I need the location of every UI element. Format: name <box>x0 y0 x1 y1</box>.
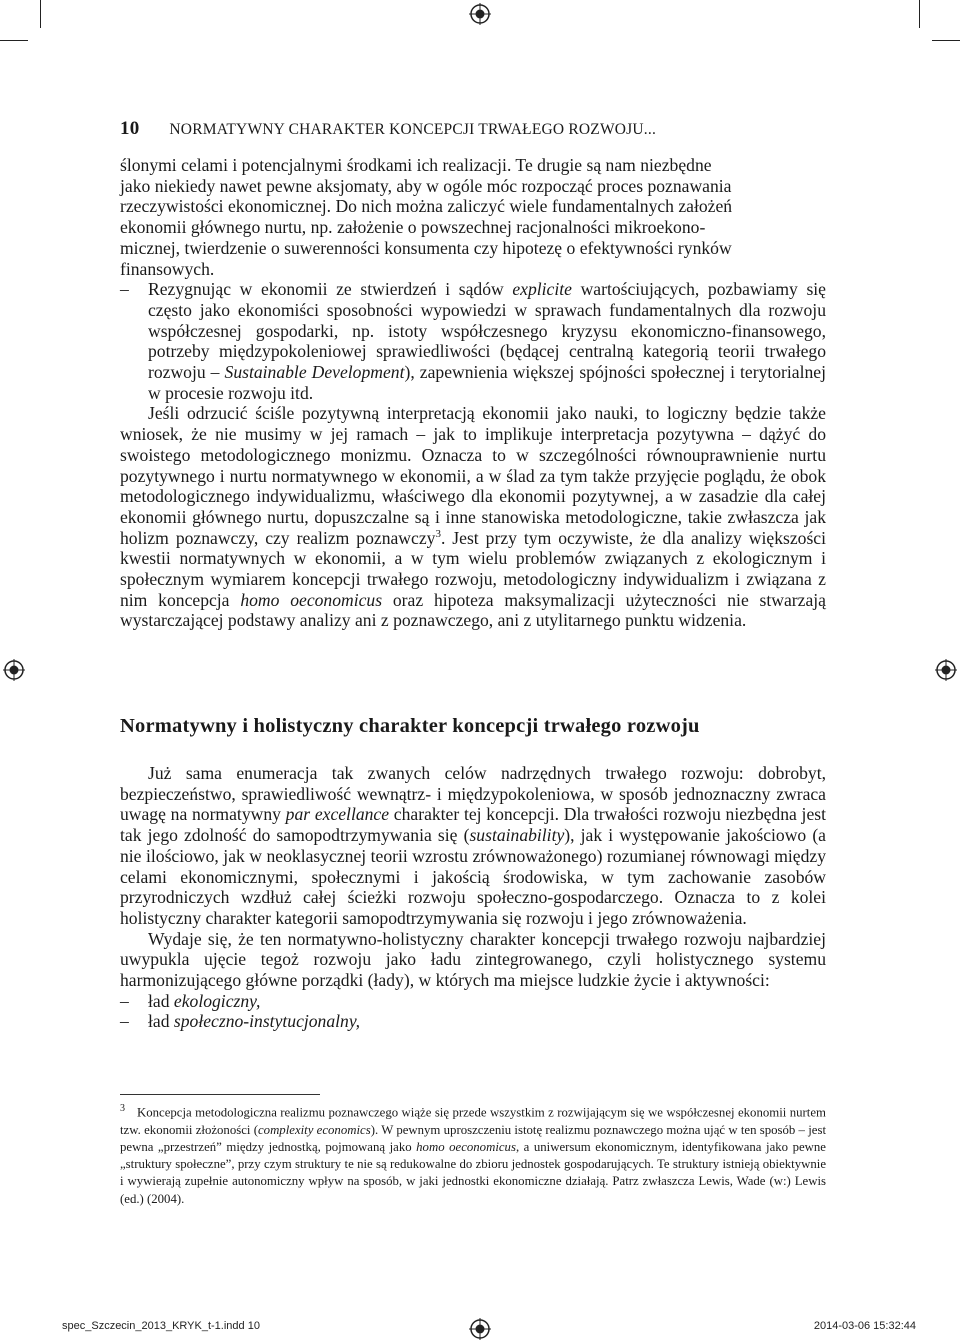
slug-filename: spec_Szczecin_2013_KRYK_t-1.indd 10 <box>62 1320 260 1332</box>
paragraph: Jeśli odrzucić ściśle pozytywną interpretacją ekonomii jako nauki, to logiczny będzie także wniosek, że nie musimy w jej ramach – jak to implikuje interpretacja pozytywna – dążyć do swoistego metodologicznego monizmu. Oznacza to w szczególności równouprawnienie nurtu pozytywnego i nurtu normatywnego w ekonomii, a w ślad za tym także przyjęcie poglądu, że obok metodologicznego indywidualizmu, właściwego dla ekonomii pozytywnej, a w zasadzie dla całej ekonomii głównego nurtu, dopuszczalne są i inne stanowiska metodologiczne, takie zwłaszcza jak holizm poznawczy, czy realizm poznawczy$^3$. Jest przy tym oczywiste, że dla analizy większości kwestii normatywnych w ekonomii, a w tym wielu problemów związanych z ekologicznym i społecznym wymiarem koncepcji trwałego rozwoju, metodologiczny indywidualizm i związana z nim koncepcja homo oeconomicus oraz hipoteza maksymalizacji użyteczności nie stwarzają wystarczającej podstawy analizy ani z poznawczego, ani z utylitarnego punktu widzenia. <box>120 403 826 631</box>
list-item-dash: – Rezygnując w ekonomii ze stwierdzeń i sądów explicite wartościujących, pozbawiamy się często jako ekonomiści sposobności wypowiedzi w sprawach fundamentalnych dla rozwoju współczesnej gospodarki, np. istoty współczesnego kryzysu ekonomiczno-finansowego, potrzeby międzypokoleniowej sprawiedliwości (będącej centralną kategorią teorii trwałego rozwoju – Sustainable Development), zapewnienia większej spójności społecznej i terytorialnej w procesie rozwoju itd. <box>120 279 826 403</box>
dash-bullet: – <box>120 1011 129 1032</box>
list-item-dash: – ład społeczno-instytucjonalny, <box>120 1011 361 1032</box>
running-header <box>120 118 840 140</box>
crop-mark-top-left-v <box>40 0 41 28</box>
body-text-top <box>120 155 826 631</box>
running-title: NORMATYWNY CHARAKTER KONCEPCJI TRWAŁEGO ROZWOJU... <box>169 121 657 138</box>
section-heading: Normatywny i holistyczny charakter koncepcji trwałego rozwoju <box>120 715 700 737</box>
slug-timestamp: 2014-03-06 15:32:44 <box>813 1320 916 1332</box>
registration-mark-icon <box>935 659 957 681</box>
crop-mark-top-right-v <box>919 0 920 28</box>
page-number: 10 <box>120 118 140 139</box>
registration-mark-icon <box>469 3 491 25</box>
footnote-separator <box>120 1094 320 1095</box>
paragraph-continued: ślonymi celami i potencjalnymi środkami ich realizacji. Te drugie są nam niezbędne jako niekiedy nawet pewne aksjomaty, aby w ogóle móc rozpocząć proces poznawania rzeczywistości ekonomicznej. Do nich można zaliczyć wiele fundamentalnych założeń ekonomii głównego nurtu, np. założenie o powszechnej racjonalności mikroekono- micznej, twierdzenie o suwerenności konsumenta czy hipotezę o efektywności rynków finansowych. <box>120 155 733 279</box>
registration-mark-icon <box>469 1318 491 1340</box>
footnote-mark: 3 <box>120 1103 125 1114</box>
dash-bullet: – <box>120 990 129 1011</box>
dash-bullet: – <box>120 279 129 300</box>
list-item-dash: – ład ekologiczny, <box>120 990 261 1011</box>
footnote-ref[interactable]: 3 <box>435 527 441 540</box>
paragraph: Wydaje się, że ten normatywno-holistyczny charakter koncepcji trwałego rozwoju najbardziej uwypukla ujęcie tegoż rozwoju jako ładu zintegrowanego, czyli holistycznego systemu harmonizującego główne porządki (łady), w których ma miejsce ludzkie życie i aktywności: <box>120 928 826 991</box>
footnote: $^3$ Koncepcja metodologiczna realizmu poznawczego wiąże się przede wszystkim z rozwijającym się we współczesnej ekonomii nurtem tzw. ekonomii złożoności (complexity economics). W pewnym uproszczeniu istotę realizmu poznawczego można ująć w ten sposób – jest pewna „przestrzeń” między jednostką, pojmowaną jako homo oeconomicus, a uniwersum ekonomicznym, identyfikowana jako pewne „struktury społeczne”, przy czym struktury te nie są redukowalne do zbioru jednostek gospodarujących. Te struktury istnieją obiektywnie i wywierają zupełnie autonomiczny wpływ na sposób, w jaki jednostki ekonomiczne działają. Patrz zwłaszcza Lewis, Wade (w:) Lewis (ed.) (2004). <box>120 1103 827 1206</box>
paragraph: Już sama enumeracja tak zwanych celów nadrzędnych trwałego rozwoju: dobrobyt, bezpieczeństwo, sprawiedliwość wewnątrz- i międzypokoleniowa, w sposób jednoznaczny zwraca uwagę na normatywny par excellance charakter tej koncepcji. Dla trwałości rozwoju niezbędna jest tak jego zdolność do samopodtrzymywania się (sustainability), jak i występowanie jakościowo (a nie ilościowo, jak w neoklasycznej teorii wzrostu zrównoważonego) rozumianej równowagi między celami ekonomicznymi, społecznymi i jakością środowiska, w tym zachowanie zasobów przyrodniczych wzdłuż całej ścieżki rozwoju społeczno-gospodarczego. Oznacza to z kolei holistyczny charakter kategorii samopodtrzymywania się rozwoju i jego zrównoważenia. <box>120 763 826 928</box>
crop-mark-top-right-h <box>932 40 960 41</box>
crop-mark-top-left-h <box>0 40 28 41</box>
registration-mark-icon <box>3 659 25 681</box>
body-text-bottom <box>120 763 826 1032</box>
